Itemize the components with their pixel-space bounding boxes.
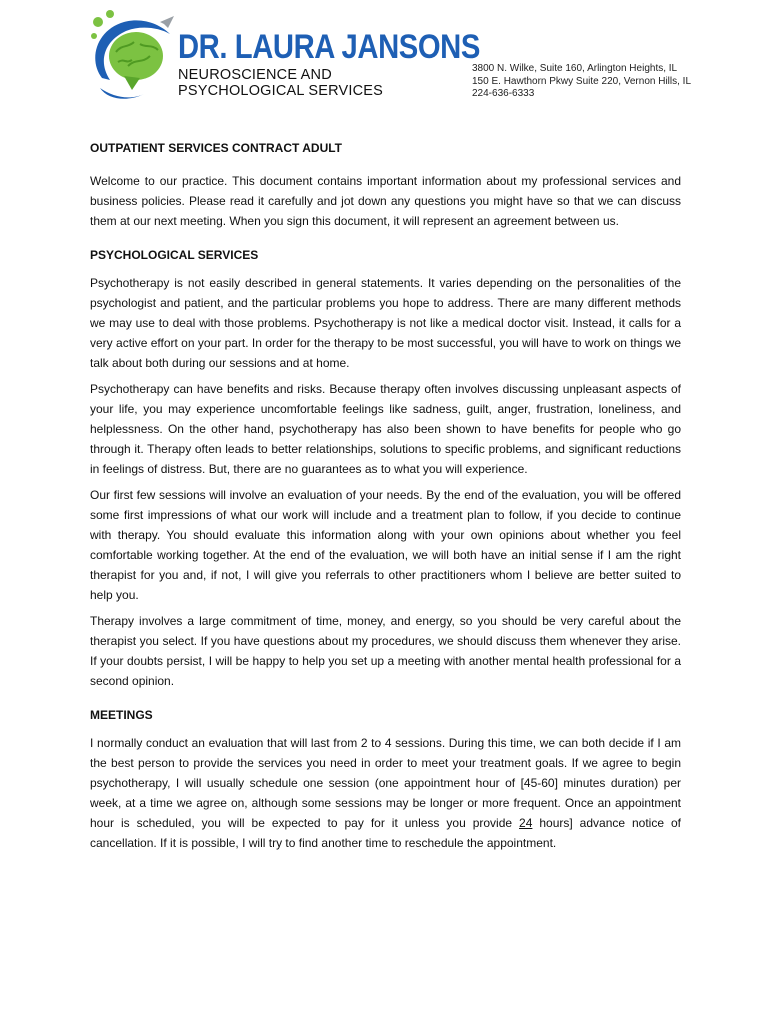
brand-subtitle-line-1: NEUROSCIENCE AND <box>178 67 332 83</box>
paragraph: Psychotherapy is not easily described in general statements. It varies depending on the personalities of the psychologist and patient, and the particular problems you hope to address. There are many different methods we may use to deal with those problems. Psychotherapy is not like a medical doctor visit. Instead, it calls for a very active effort on your part. In order for the therapy to be most successful, you will have to work on things we talk about both during our sessions and at home. <box>90 276 681 370</box>
document-body <box>90 138 681 859</box>
meetings-paragraph <box>90 733 681 853</box>
brain-logo <box>88 8 178 106</box>
brand-title: DR. LAURA JANSONS <box>178 28 480 66</box>
text-run: I normally conduct an evaluation that will last from 2 to 4 sessions. During this time, we can both decide if I am the best person to provide the services you need in order to meet your treatment goals. If we agree to begin psychotherapy, I will usually schedule one session (one appointment hour of [45-60] minutes duration) per week, at a time we agree on, although some sessions may be longer or more frequent. Once an appointment hour is scheduled, you will be expected to pay for it unless you provide <box>90 736 681 830</box>
paragraph: Therapy involves a large commitment of time, money, and energy, so you should be very careful about the therapist you select. If you have questions about my procedures, we should discuss them whenever they arise. If your doubts persist, I will be happy to help you set up a meeting with another mental health professional for a second opinion. <box>90 614 681 688</box>
paragraph: Psychotherapy can have benefits and risks. Because therapy often involves discussing unpleasant aspects of your life, you may experience uncomfortable feelings like sadness, guilt, anger, frustration, loneliness, and helplessness. On the other hand, psychotherapy has also been shown to have benefits for people who go through it. Therapy often leads to better relationships, solutions to specific problems, and significant reductions in feelings of distress. But, there are no guarantees as to what you will experience. <box>90 382 681 476</box>
address-line-2: 150 E. Hawthorn Pkwy Suite 220, Vernon Hills, IL <box>472 76 692 87</box>
underlined-hours: 24 <box>519 816 533 830</box>
document-title: OUTPATIENT SERVICES CONTRACT ADULT <box>90 141 342 155</box>
logo-brain <box>109 32 163 80</box>
section-heading-meetings: MEETINGS <box>90 708 153 722</box>
phone-number: 224-636-6333 <box>472 88 535 99</box>
paragraph: Our first few sessions will involve an evaluation of your needs. By the end of the evaluation, you will be offered some first impressions of what our work will include and a treatment plan to follow, if you decide to continue with therapy. You should evaluate this information along with your own opinions about whether you feel comfortable working together. At the end of the evaluation, we will both have an initial sense if I am the right therapist for you and, if not, I will give you referrals to other practitioners whom I believe are better suited to help you. <box>90 488 681 602</box>
section-heading-psychological-services: PSYCHOLOGICAL SERVICES <box>90 248 259 262</box>
brand-subtitle-line-2: PSYCHOLOGICAL SERVICES <box>178 83 384 99</box>
logo-swoosh-tail <box>100 88 144 99</box>
logo-plane <box>160 16 174 28</box>
address-line-1: 3800 N. Wilke, Suite 160, Arlington Heights, IL <box>472 63 678 74</box>
text-run: hours] advance notice of cancellation. If it is possible, I will try to find another time to reschedule the appointment. <box>90 816 681 850</box>
intro-paragraph: Welcome to our practice. This document contains important information about my professional services and business policies. Please read it carefully and jot down any questions you might have so that we can discuss them at our next meeting. When you sign this document, it will represent an agreement between us. <box>90 174 681 228</box>
